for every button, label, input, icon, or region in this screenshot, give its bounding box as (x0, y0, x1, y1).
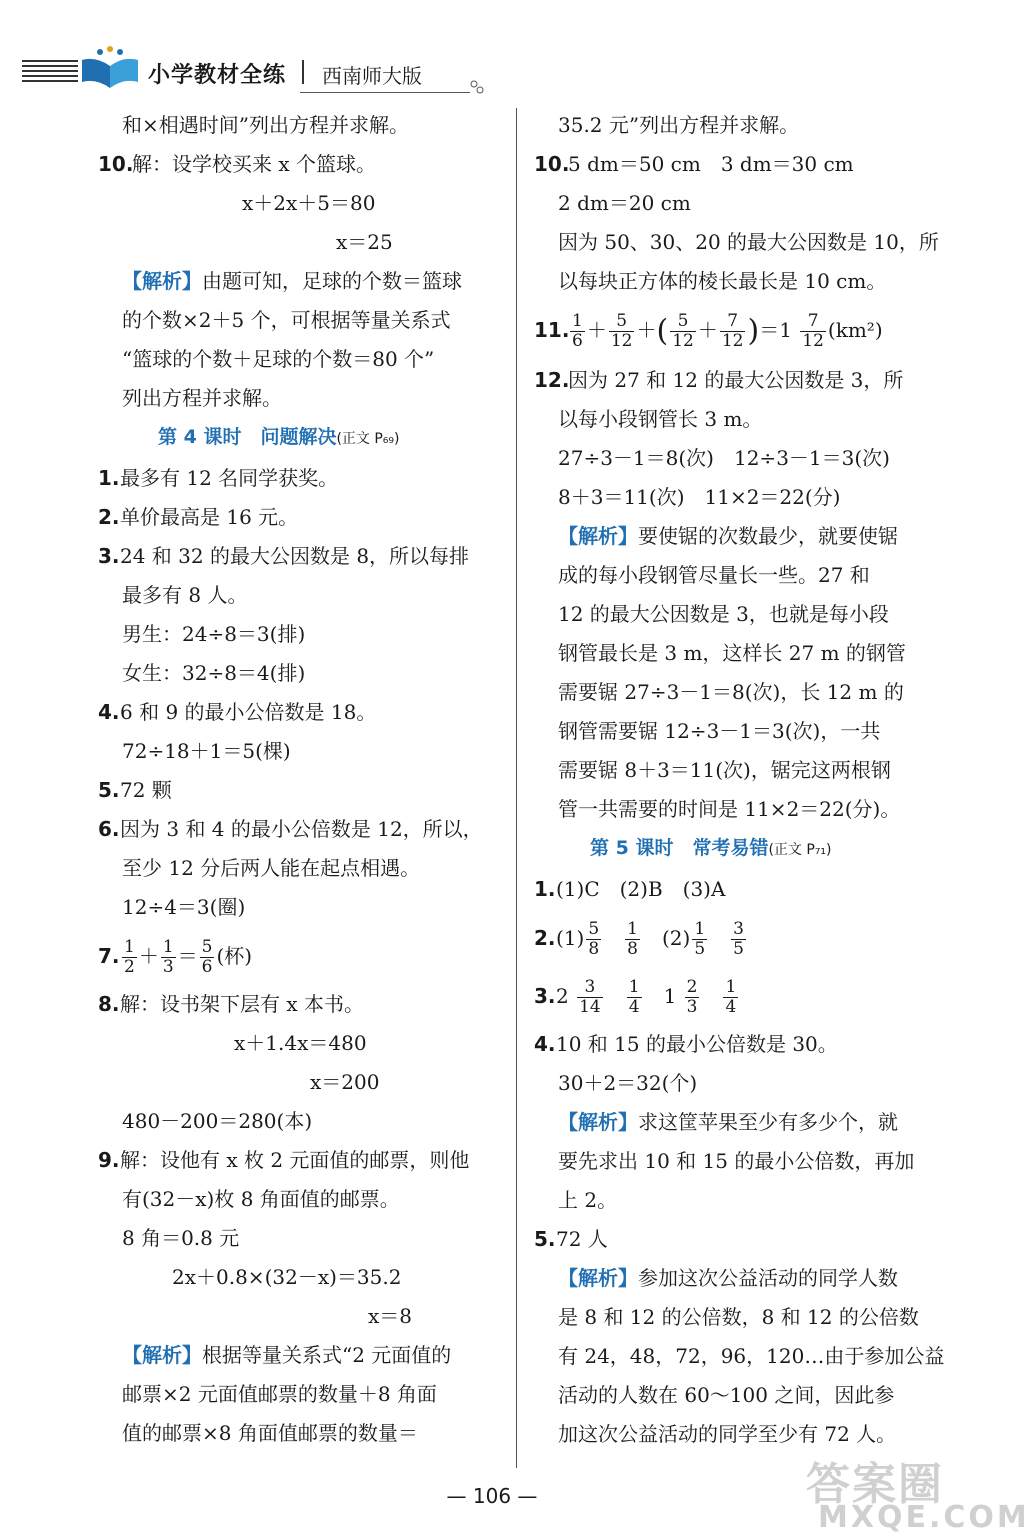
answer-5: 5.72 颗 (98, 778, 172, 802)
text-line: 有(32－x)枚 8 角面值的邮票。 (122, 1187, 400, 1211)
whole-number: 1 (779, 318, 792, 342)
answer-text: 解：设他有 x 枚 2 元面值的邮票，则他 (120, 1148, 470, 1172)
fraction: $\frac{1}{4}$ (725, 976, 737, 1017)
explanation-line: 邮票×2 元面值邮票的数量＋8 角面 (122, 1382, 437, 1406)
explanation-line: 值的邮票×8 角面值邮票的数量＝ (122, 1421, 418, 1445)
explanation-line: “篮球的个数＋足球的个数＝80 个” (122, 347, 435, 371)
explanation-text: 要使锯的次数最少，就要使锯 (638, 523, 898, 548)
equation: x＋2x＋5＝80 (242, 191, 376, 215)
explanation-line: 是 8 和 12 的公倍数，8 和 12 的公倍数 (558, 1304, 919, 1329)
answer-5: 5.72 人 (534, 1226, 608, 1251)
explanation-line (534, 1259, 944, 1298)
page-header (0, 0, 984, 100)
explanation-text: 根据等量关系式“2 元面值的 (202, 1343, 452, 1367)
explanation-line: 列出方程并求解。 (122, 386, 282, 410)
answer-text: 因为 27 和 12 的最大公因数是 3，所 (568, 367, 904, 392)
header-ornament-icon (470, 80, 484, 94)
header-underline (300, 92, 470, 93)
left-column (98, 106, 500, 1453)
answer-text: (1)C (2)B (3)A (556, 876, 726, 901)
explanation-line: 的个数×2＋5 个，可根据等量关系式 (122, 308, 451, 332)
answer-1: 1.(1)C (2)B (3)A (534, 876, 726, 901)
answer-text: 72 颗 (120, 778, 172, 802)
text-line: 30＋2＝32(个) (558, 1070, 698, 1095)
explanation-text: 参加这次公益活动的同学人数 (638, 1265, 898, 1290)
explanation-line: 12 的最大公因数是 3，也就是每小段 (558, 601, 889, 626)
series-title: 小学教材全练 (148, 63, 287, 88)
equation: 2x＋0.8×(32－x)＝35.2 (172, 1265, 402, 1289)
answer-11: 11. $\frac{1}{6}$ ＋ $\frac{5}{12}$ ＋( $\frac{5}{12}$ ＋ $\frac{7}{12}$ )＝1 $\frac{7}{12}$ (km²) (534, 311, 883, 351)
text-line: 因为 50、30、20 的最大公因数是 10，所 (558, 230, 939, 254)
fraction: $\frac{1}{8}$ (627, 918, 638, 959)
text-line: 男生：24÷8＝3(排) (122, 622, 306, 646)
explanation-line (98, 1336, 500, 1375)
answer-10: 10.5 dm＝50 cm 3 dm＝30 cm (534, 152, 854, 176)
answer-4: 4.6 和 9 的最小公倍数是 18。 (98, 700, 377, 724)
answer-12: 12.因为 27 和 12 的最大公因数是 3，所 (534, 367, 904, 392)
answer-text: 单价最高是 16 元。 (120, 505, 299, 529)
answer-2: 2.单价最高是 16 元。 (98, 505, 299, 529)
explanation-line (534, 517, 944, 556)
answer-text: 解：设书架下层有 x 本书。 (120, 992, 364, 1016)
equation: x＝8 (368, 1304, 413, 1328)
section-ref: (正文 P₇₁) (768, 841, 832, 858)
explanation-line: 活动的人数在 60～100 之间，因此参 (558, 1382, 895, 1407)
page-number: — 106 — (446, 1484, 538, 1508)
analysis-tag: 【解析】 (558, 1265, 638, 1290)
answer-3: 3.24 和 32 的最大公因数是 8，所以每排 (98, 544, 470, 568)
answer-text: 6 和 9 的最小公倍数是 18。 (120, 700, 377, 724)
text-line: 以每块正方体的棱长最长是 10 cm。 (558, 269, 887, 293)
answer-text: 解：设学校买来 x 个篮球。 (132, 152, 376, 176)
answer-text: 5 dm＝50 cm 3 dm＝30 cm (568, 152, 854, 176)
explanation-line: 加这次公益活动的同学至少有 72 人。 (558, 1421, 897, 1446)
fraction: $\frac{1}{5}$ (694, 918, 706, 959)
watermark-logo: 答案圈 (806, 1459, 944, 1510)
text-line: 女生：32÷8＝4(排) (122, 661, 306, 685)
fraction: $\frac{1}{2}$ (124, 937, 135, 977)
publisher-name: 西南师大版 (322, 64, 422, 88)
answer-7: 7. $\frac{1}{2}$ ＋ $\frac{1}{3}$ ＝ $\frac{5}{6}$ (杯) (98, 937, 253, 977)
text-line: 8 角＝0.8 元 (122, 1226, 240, 1250)
fraction: $\frac{5}{8}$ (588, 918, 600, 959)
answer-4: 4.10 和 15 的最小公倍数是 30。 (534, 1031, 838, 1056)
text-line: 和×相遇时间”列出方程并求解。 (122, 113, 409, 137)
explanation-line: 管一共需要的时间是 11×2＝22(分)。 (558, 796, 901, 821)
question-number: 10. (98, 152, 134, 176)
fraction: $\frac{2}{3}$ (686, 976, 698, 1017)
fraction: $\frac{3}{5}$ (733, 918, 744, 959)
answer-10 (98, 145, 500, 184)
answer-6: 6.因为 3 和 4 的最小公倍数是 12，所以， (98, 817, 483, 841)
fraction: $\frac{5}{12}$ (672, 311, 694, 351)
answer-text: 24 和 32 的最大公因数是 8，所以每排 (120, 544, 470, 568)
right-column (534, 106, 944, 1454)
answer-1: 1.最多有 12 名同学获奖。 (98, 466, 339, 490)
answer-2: 2.(1) $\frac{5}{8}$ $\frac{1}{8}$ (2) $\frac{1}{5}$ $\frac{3}{5}$ (534, 918, 744, 959)
header-separator (302, 60, 304, 84)
answer-text: 10 和 15 的最小公倍数是 30。 (556, 1031, 838, 1056)
section-heading-4 (98, 418, 500, 459)
explanation-line: 成的每小段钢管尽量长一些。27 和 (558, 562, 870, 587)
fraction: $\frac{5}{6}$ (201, 937, 213, 977)
section-title: 第 5 课时 常考易错 (590, 836, 769, 859)
explanation-line: 钢管最长是 3 m，这样长 27 m 的钢管 (558, 640, 906, 665)
text-line: 480－200＝280(本) (122, 1109, 313, 1133)
watermark-url: MXQE.COM (818, 1500, 1030, 1535)
text-line: 35.2 元”列出方程并求解。 (558, 113, 800, 137)
text-line: 27÷3－1＝8(次) 12÷3－1＝3(次) (558, 445, 890, 470)
section-title: 第 4 课时 问题解决 (158, 426, 337, 448)
header-stripes (22, 60, 78, 85)
fraction: $\frac{1}{3}$ (162, 937, 174, 977)
analysis-tag: 【解析】 (558, 1109, 638, 1134)
answer-text: 因为 3 和 4 的最小公倍数是 12，所以， (120, 817, 483, 841)
analysis-tag: 【解析】 (558, 523, 638, 548)
explanation-line: 钢管需要锯 12÷3－1＝3(次)，一共 (558, 718, 881, 743)
text-line: 72÷18＋1＝5(棵) (122, 739, 291, 763)
analysis-tag: 【解析】 (122, 1343, 202, 1367)
explanation-line: 有 24，48，72，96，120…由于参加公益 (558, 1343, 945, 1368)
explanation-line: 需要锯 8＋3＝11(次)，锯完这两根钢 (558, 757, 891, 782)
explanation-text: 由题可知，足球的个数＝篮球 (202, 269, 462, 293)
equation: x＝25 (336, 230, 393, 254)
text-line: 2 dm＝20 cm (558, 191, 691, 215)
explanation-line (98, 262, 500, 301)
explanation-line: 上 2。 (558, 1187, 618, 1212)
answer-3: 3.2 $\frac{3}{14}$ $\frac{1}{4}$ 1 $\frac{2}{3}$ $\frac{1}{4}$ (534, 976, 737, 1017)
fraction: $\frac{5}{12}$ (610, 311, 633, 351)
unit-text: (杯) (216, 944, 253, 968)
answer-8: 8.解：设书架下层有 x 本书。 (98, 992, 364, 1016)
fraction: $\frac{7}{12}$ (721, 311, 744, 351)
text-line: 至少 12 分后两人能在起点相遇。 (122, 856, 421, 880)
section-ref: (正文 P₆₉) (336, 431, 400, 447)
text-line: 最多有 8 人。 (122, 583, 248, 607)
text-line: 8＋3＝11(次) 11×2＝22(分) (558, 484, 841, 509)
fraction: $\frac{1}{4}$ (628, 976, 640, 1017)
analysis-tag: 【解析】 (122, 269, 202, 293)
answer-text: 72 人 (556, 1226, 608, 1251)
fraction: $\frac{3}{14}$ (579, 976, 601, 1017)
equation: x＝200 (310, 1070, 380, 1094)
fraction: $\frac{1}{6}$ (572, 311, 583, 351)
open-book-icon (78, 46, 142, 90)
answer-9: 9.解：设他有 x 枚 2 元面值的邮票，则他 (98, 1148, 470, 1172)
explanation-text: 求这筐苹果至少有多少个，就 (638, 1109, 898, 1134)
explanation-line (534, 1103, 944, 1142)
text-line: 12÷4＝3(圈) (122, 895, 246, 919)
column-divider (516, 108, 517, 1468)
answer-text: 最多有 12 名同学获奖。 (120, 466, 339, 490)
equation: x＋1.4x＝480 (234, 1031, 367, 1055)
text-line: 以每小段钢管长 3 m。 (558, 406, 763, 431)
section-heading-5 (534, 829, 944, 870)
explanation-line: 需要锯 27÷3－1＝8(次)，长 12 m 的 (558, 679, 904, 704)
unit-text: (km²) (827, 318, 883, 342)
explanation-line: 要先求出 10 和 15 的最小公倍数，再加 (558, 1148, 915, 1173)
fraction: $\frac{7}{12}$ (802, 311, 824, 351)
